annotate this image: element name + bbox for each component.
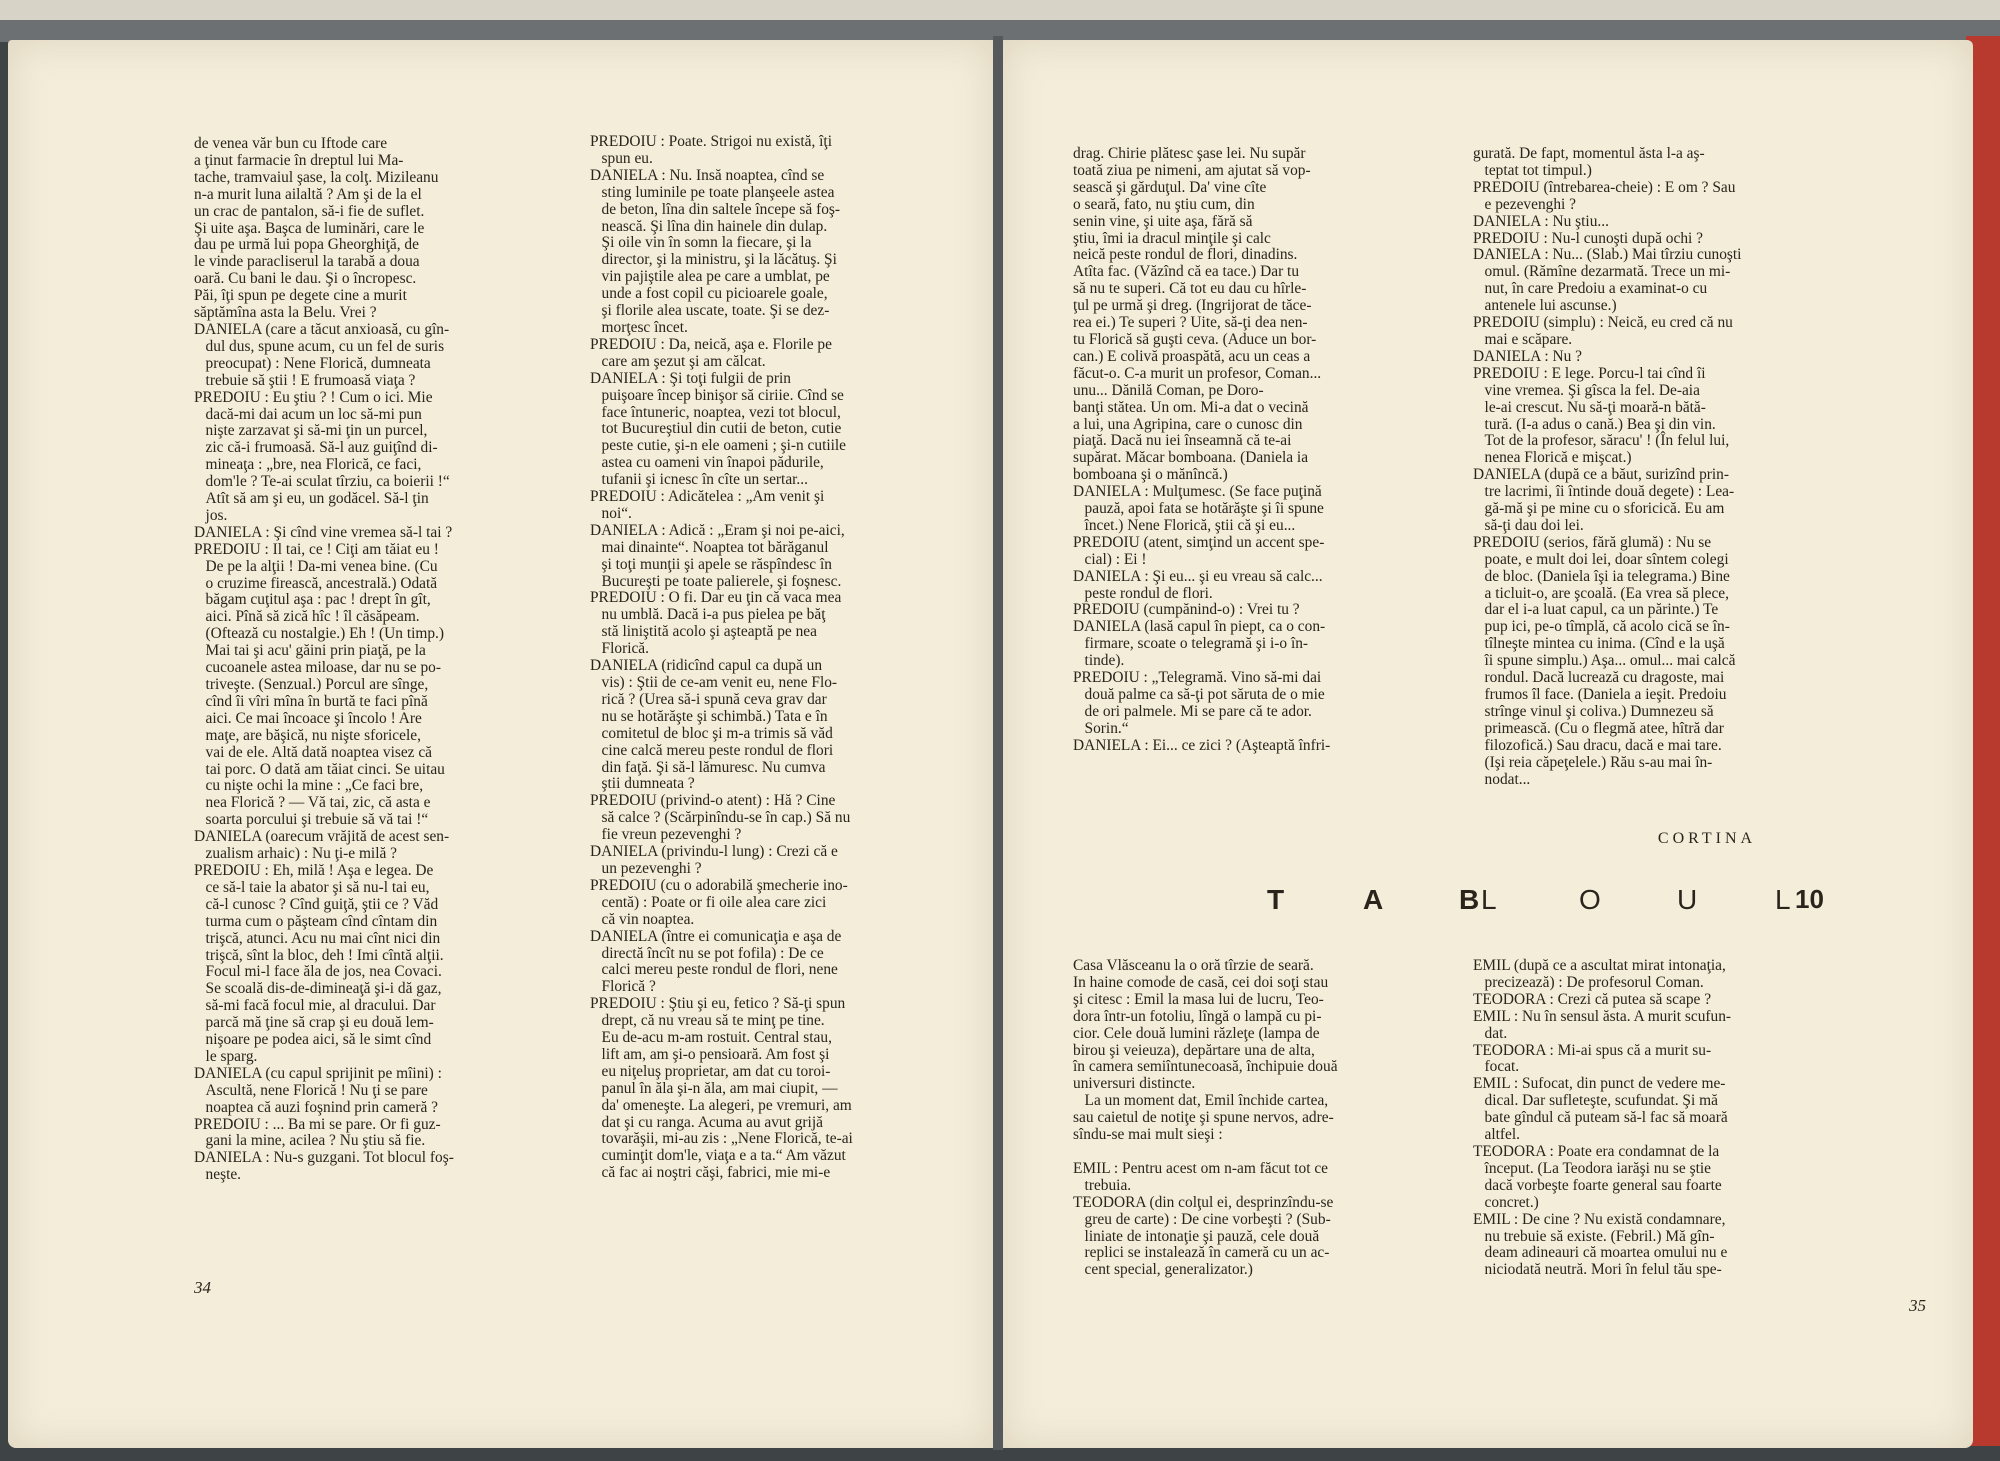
scene-number: 10	[1795, 884, 1824, 914]
left-page	[8, 40, 993, 1448]
right-page-column-4: EMIL (după ce a ascultat mirat intonaţia, precizează) : De profesorul Coman. TEODORA : Crezi că putea să scape ? EMIL : Nu în sensul ăsta. A murit scufun- dat. TEODORA : Mi-ai spus că a murit su- focat. EMIL : Sufocat, din punct de vedere me- dical. Dar sufleteşte, scufundat. Şi mă bate gîndul că puteam să-l fac să moară altfel. TEODORA : Poate era condamnat de la început. (La Teodora iarăşi nu se ştie dacă vorbeşte foarte general sau foarte concret.) EMIL : De cine ? Nu există condamnare, nu trebuie să existe. (Febril.) Mă gîn- deam adineauri că moartea omului nu e niciodată neutră. Mori în felul tău spe-	[1473, 957, 1732, 1279]
right-page	[1003, 40, 1973, 1448]
scene-heading-letter: U	[1677, 884, 1698, 915]
right-page-column-3: Casa Vlăsceanu la o oră tîrzie de seară. In haine comode de casă, cei doi soţi stau şi citesc : Emil la masa lui de lucru, Teo- dora într-un fotoliu, lîngă o lampă cu pi- cior. Cele două lumini răzleţe (lampa de birou şi veieuza), depărtare una de alta, în camera semiîntunecoasă, închipuie două universuri distincte. La un moment dat, Emil închide cartea, sau caietul de notiţe şi spune nervos, adre- sîndu-se mai mult sieşi : EMIL : Pentru acest om n-am făcut tot ce trebuia. TEODORA (din colţul ei, desprinzîndu-se greu de carte) : De cine vorbeşti ? (Sub- liniate de intonaţie şi pauză, cele două replici se instalează în cameră cu un ac- cent special, generalizator.)	[1073, 957, 1338, 1279]
right-page-column-2: gurată. De fapt, momentul ăsta l-a aş- teptat tot timpul.) PREDOIU (întrebarea-cheie) : E om ? Sau e pezevenghi ? DANIELA : Nu ştiu... PREDOIU : Nu-l cunoşti după ochi ? DANIELA : Nu... (Slab.) Mai tîrziu cunoşti omul. (Rămîne dezarmată. Trece un mi- nut, în care Predoiu a examinat-o cu antenele lui ascunse.) PREDOIU (simplu) : Neică, eu cred că nu mai e scăpare. DANIELA : Nu ? PREDOIU : E lege. Porcu-l tai cînd îi vine vremea. Şi gîsca la fel. De-aia le-ai crescut. Nu să-ţi moară-n bătă- tură. (I-a adus o cană.) Bea şi din vin. Tot de la profesor, săracu' ! (În felul lui, nenea Florică e mişcat.) DANIELA (după ce a băut, surizînd prin- tre lacrimi, îi întinde două degete) : Lea- gă-mă şi pe mine cu o sforicică. Eu am să-ţi dau doi lei. PREDOIU (serios, fără glumă) : Nu se poate, e mult doi lei, doar sîntem colegi de bloc. (Daniela îşi ia telegrama.) Bine a ticluit-o, are şcoală. (Ea vrea să plece, dar el i-a luat capul, ca un părinte.) Te pup ici, pe-o tîmplă, că acolo cică se în- tîlneşte mintea cu inima. (Cînd e la uşă îi spune simplu.) Aşa... omul... mai calcă rondul. Dacă lucrează cu dragoste, mai frumos îl face. (Daniela a ieşit. Predoiu strînge vinul şi coliva.) Dumnezeu să primească. (Cu o flegmă atee, hîtră dar filozofică.) Sau dracu, dacă e mai tare. (Işi reia căpeţelele.) Rău s-au mai în- nodat...	[1473, 145, 1742, 788]
scene-heading	[1003, 884, 1973, 924]
scene-heading-letter: A	[1363, 884, 1384, 915]
left-page-number: 34	[194, 1278, 211, 1297]
right-page-column-1: drag. Chirie plătesc şase lei. Nu supăr toată ziua pe nimeni, am ajutat să vop- sească şi gărduţul. Da' vine cîte o seară, fato, nu ştiu cum, din senin vine, şi uite aşa, fără să ştiu, îmi ia dracul minţile şi calc neică peste rondul de flori, dinadins. Atîta fac. (Văzînd că ea tace.) Dar tu să nu te superi. Că tot eu dau cu hîrle- ţul pe urmă şi dreg. (Ingrijorat de tăce- rea ei.) Te superi ? Uite, să-ţi dea nen- tu Florică să guşti ceva. (Aduce un bor- can.) E colivă proaspătă, acu un ceas a făcut-o. C-a murit un profesor, Coman... unu... Dănilă Coman, pe Doro- banţi stătea. Un om. Mi-a dat o vecină a lui, una Agripina, care o cunosc din piaţă. Dacă nu iei înseamnă că te-ai supărat. Măcar bomboana. (Daniela ia bomboana şi o mănîncă.) DANIELA : Mulţumesc. (Se face puţină pauză, apoi fata se hotărăşte şi îi spune încet.) Nene Florică, ştii că şi eu... PREDOIU (atent, simţind un accent spe- cial) : Ei ! DANIELA : Şi eu... şi eu vreau să calc... peste rondul de flori. PREDOIU (cumpănind-o) : Vrei tu ? DANIELA (lasă capul în piept, ca o con- firmare, scoate o telegramă şi i-o în- tinde). PREDOIU : „Telegramă. Vino să-mi dai două palme ca să-ţi pot săruta de o mie de ori palmele. Mi se pare că te ador. Sorin.“ DANIELA : Ei... ce zici ? (Aşteaptă înfri-	[1073, 145, 1331, 754]
book-gutter	[993, 36, 1003, 1450]
scene-heading-letter: B	[1459, 884, 1480, 915]
scene-heading-letter: L	[1775, 884, 1791, 915]
curtain-label: CORTINA	[1657, 830, 1757, 847]
left-page-column-2: PREDOIU : Poate. Strigoi nu există, îţi spun eu. DANIELA : Nu. Insă noaptea, cînd se sting luminile pe toate planşeele astea de beton, lîna din saltele începe să foş- nească. Şi lîna din hainele din dulap. Şi oile vin în somn la fiecare, şi la director, şi la ministru, şi la lăcătuş. Şi vin pajiştile alea pe care a umblat, pe unde a fost copil cu picioarele goale, şi florile alea uscate, toate. Şi se dez- morţesc încet. PREDOIU : Da, neică, aşa e. Florile pe care am şezut şi am călcat. DANIELA : Şi toţi fulgii de prin puişoare încep binişor să ciriie. Cînd se face întuneric, noaptea, vezi tot blocul, tot Bucureştiul din cutii de beton, cutie peste cutie, şi-n ele oameni ; şi-n cutiile astea cu oameni vin înapoi pădurile, tufanii şi icnesc în cîte un sertar... PREDOIU : Adicătelea : „Am venit şi noi“. DANIELA : Adică : „Eram şi noi pe-aici, mai dinainte“. Noaptea tot bărăganul şi toţi munţii şi apele se răspîndesc în Bucureşti pe toate palierele, şi foşnesc. PREDOIU : O fi. Dar eu ţin că vaca mea nu umblă. Dacă i-a pus pielea pe băţ stă liniştită acolo şi aşteaptă pe nea Florică. DANIELA (ridicînd capul ca după un vis) : Ştii de ce-am venit eu, nene Flo- rică ? (Urea să-i spună ceva grav dar nu se hotărăşte şi schimbă.) Tata e în comitetul de bloc şi m-a trimis să văd cine calcă mereu peste rondul de flori din faţă. Şi să-l lămuresc. Nu cumva ştii dumneata ? PREDOIU (privind-o atent) : Hă ? Cine să calce ? (Scărpinîndu-se în cap.) Să nu fie vreun pezevenghi ? DANIELA (privindu-l lung) : Crezi că e un pezevenghi ? PREDOIU (cu o adorabilă şmecherie ino- centă) : Poate or fi oile alea care zici că vin noaptea. DANIELA (între ei comunicaţia e aşa de directă încît nu se pot fofila) : De ce calci mereu peste rondul de flori, nene Florică ? PREDOIU : Ştiu şi eu, fetico ? Să-ţi spun drept, că nu vreau să te minţ pe tine. Eu de-acu m-am rostuit. Central stau, lift am, am şi-o pensioară. Am fost şi eu niţeluş proprietar, am dat cu toroi- panul în ăla şi-n ăla, am mai ciupit, — da' omeneşte. La alegeri, pe vremuri, am dat şi cu ranga. Acuma au avut grijă tovarăşii, mi-au zis : „Nene Florică, te-ai cuminţit dom'le, viaţa e a ta.“ Am văzut că fac ai noştri căşi, fabrici, mie mi-e	[590, 133, 853, 1182]
right-page-number: 35	[1909, 1296, 1926, 1315]
scene-heading-letter: O	[1579, 884, 1601, 915]
left-page-column-1: de venea văr bun cu Iftode care a ţinut farmacie în dreptul lui Ma- tache, tramvaiul şase, la colţ. Mizileanu n-a murit luna ailaltă ? Am şi de la el un crac de pantalon, să-i fie de suflet. Şi uite aşa. Başca de luminări, care le dau pe urmă lui popa Gheorghiţă, de le vinde paracliserul la tarabă a doua oară. Cu bani le dau. Şi o încropesc. Păi, îţi spun pe degete cine a murit săptămîna asta la Belu. Vrei ? DANIELA (care a tăcut anxioasă, cu gîn- dul dus, spune acum, cu un fel de suris preocupat) : Nene Florică, dumneata trebuie să ştii ! E frumoasă viaţa ? PREDOIU : Eu ştiu ? ! Cum o ici. Mie dacă-mi dai acum un loc să-mi pun nişte zarzavat şi să-mi ţin un purcel, zic că-i frumoasă. Să-l auz guiţînd di- mineaţa : „bre, nea Florică, ce faci, dom'le ? Te-ai sculat tîrziu, ca boierii !“ Atît să am şi eu, un godăcel. Să-l ţin jos. DANIELA : Şi cînd vine vremea să-l tai ? PREDOIU : Il tai, ce ! Ciţi am tăiat eu ! De pe la alţii ! Da-mi venea bine. (Cu o cruzime firească, ancestrală.) Odată băgam cuţitul aşa : pac ! drept în gît, aici. Pînă să zică hîc ! îl căsăpeam. (Oftează cu nostalgie.) Eh ! (Un timp.) Mai tai şi acu' găini prin piaţă, pe la cucoanele astea miloase, dar nu se po- triveşte. (Senzual.) Porcul are sînge, cînd îi vîri mîna în burtă te faci pînă aici. Ce mai încoace şi încolo ! Are maţe, are băşică, nu nişte sforicele, vai de ele. Altă dată noaptea visez că tai porc. O dată am tăiat cinci. Se uitau cu nişte ochi la mine : „Ce faci bre, nea Florică ? — Vă tai, zic, că asta e soarta porcului şi trebuie să vă tai !“ DANIELA (oarecum vrăjită de acest sen- zualism arhaic) : Nu ţi-e milă ? PREDOIU : Eh, milă ! Aşa e legea. De ce să-l taie la abator şi să nu-l tai eu, că-l cunosc ? Cînd guiţă, ştii ce ? Văd turma cum o păşteam cînd cîntam din trişcă, atunci. Acu nu mai cînt nici din trişcă, sînt la bloc, deh ! Imi cîntă alţii. Focul mi-l face ăla de jos, nea Covaci. Se scoală dis-de-dimineaţă şi-i dă gaz, să-mi facă focul mie, al dracului. Dar parcă mă ţine să crap şi eu două lem- nişoare pe podea aici, să le simt cînd le sparg. DANIELA (cu capul sprijinit pe mîini) : Ascultă, nene Florică ! Nu ţi se pare noaptea că auzi foşnind prin cameră ? PREDOIU : ... Ba mi se pare. Or fi guz- gani la mine, acilea ? Nu ştiu să fie. DANIELA : Nu-s guzgani. Tot blocul foş- neşte.	[194, 135, 454, 1184]
scene-heading-letter: L	[1481, 884, 1497, 915]
scene-heading-letter: T	[1267, 884, 1285, 915]
